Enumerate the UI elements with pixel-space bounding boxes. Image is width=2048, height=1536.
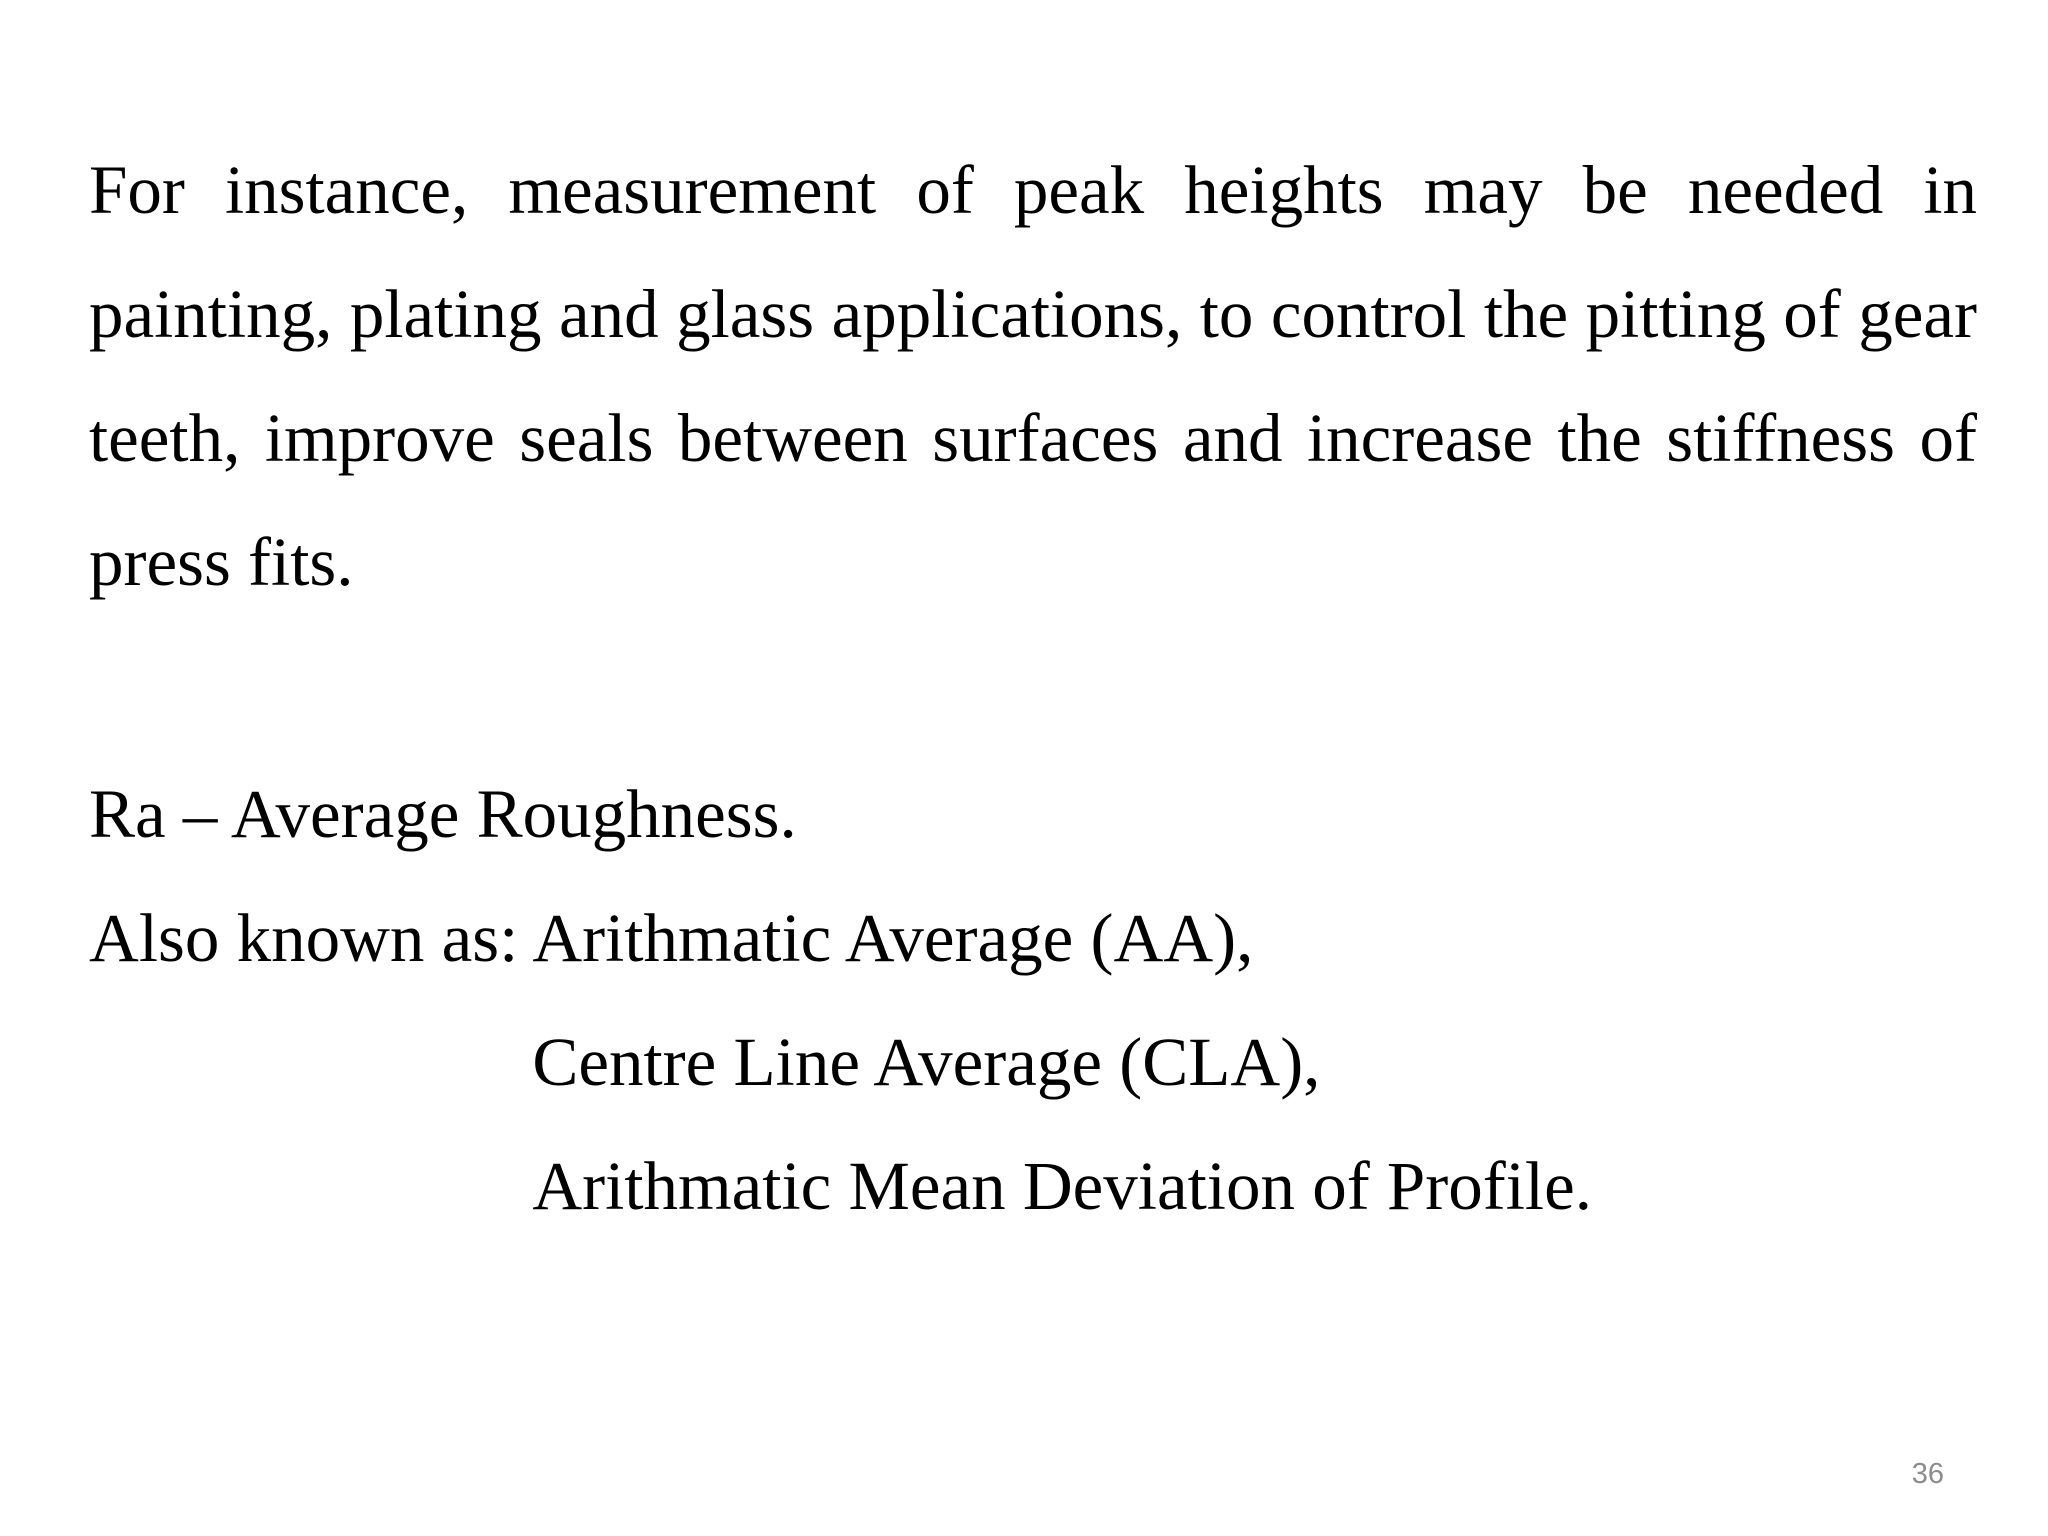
roughness-definition (89, 752, 1889, 1248)
also-known-as-list (532, 876, 1592, 1248)
definition-term: Ra – Average Roughness. (89, 776, 797, 852)
body-paragraph: For instance, measurement of peak heights may be needed in painting, plating and glass applications, to control the pitting of gear teeth, improve seals between surfaces and increase the stiffness of press fits. (89, 152, 1977, 600)
also-known-as-row (89, 876, 1889, 1248)
page-number: 36 (1911, 1458, 1944, 1490)
alias-centre-line-average: Centre Line Average (CLA), (532, 1024, 1321, 1100)
alias-arithmatic-average: Arithmatic Average (AA), (532, 900, 1254, 976)
alias-arithmatic-mean-deviation: Arithmatic Mean Deviation of Profile. (532, 1148, 1592, 1224)
also-known-as-label: Also known as: (89, 900, 519, 976)
